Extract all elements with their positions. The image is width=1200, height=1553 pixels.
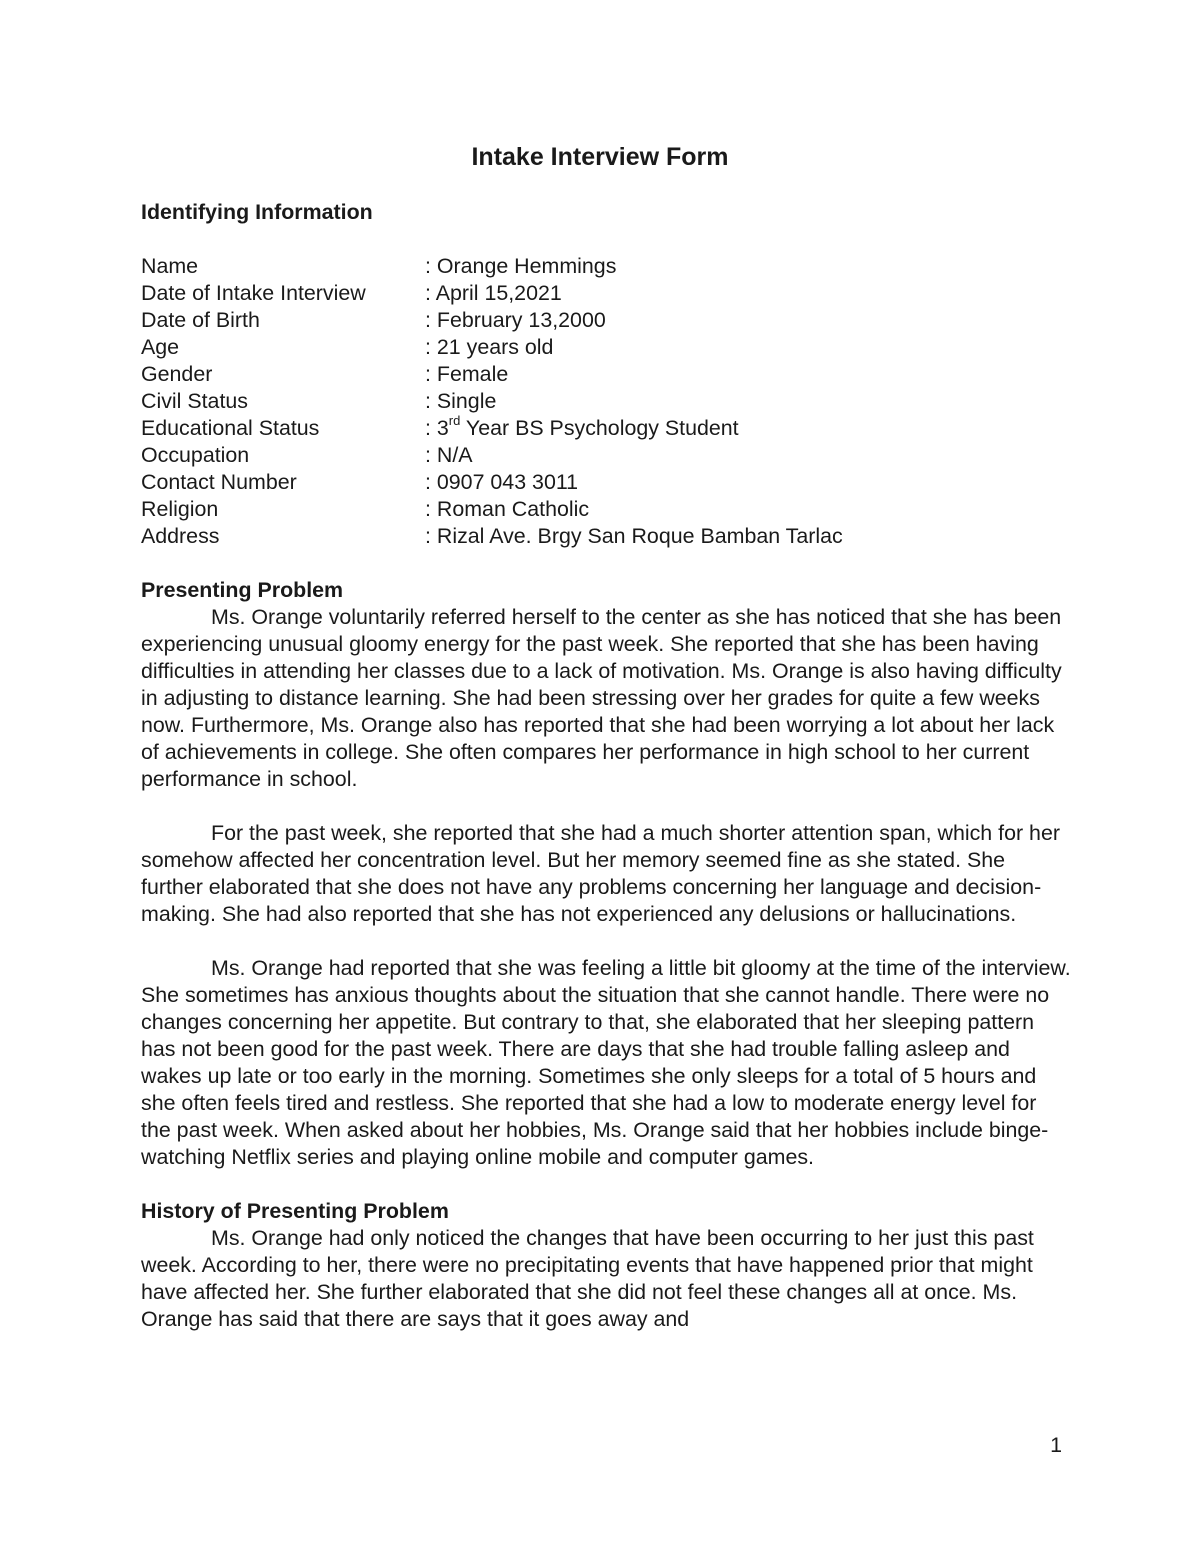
- field-label: Civil Status: [141, 389, 248, 413]
- field-value: : February 13,2000: [425, 308, 606, 332]
- field-row-birth-date: [141, 307, 1071, 334]
- field-label: Address: [141, 524, 220, 548]
- field-row-address: [141, 523, 1071, 550]
- presenting-problem-heading: Presenting Problem: [141, 578, 344, 602]
- field-row-name: [141, 253, 1071, 280]
- field-value: : Rizal Ave. Brgy San Roque Bamban Tarlac: [425, 524, 843, 548]
- field-label: Name: [141, 254, 199, 278]
- document-title: Intake Interview Form: [471, 143, 729, 171]
- presenting-paragraph: Ms. Orange had reported that she was feeling a little bit gloomy at the time of the interview. She sometimes has anxious thoughts about the situation that she cannot handle. There were no changes concerning her appetite. But contrary to that, she elaborated that her sleeping pattern has not been good for the past week. There are days that she had trouble falling asleep and wakes up late or too early in the morning. Sometimes she only sleeps for a total of 5 hours and she often feels tired and restless. She reported that she had a low to moderate energy level for the past week. When asked about her hobbies, Ms. Orange said that her hobbies include binge-watching Netflix series and playing online mobile and computer games.: [141, 956, 1071, 1169]
- presenting-paragraph: Ms. Orange voluntarily referred herself to the center as she has noticed that she has been experiencing unusual gloomy energy for the past week. She reported that she has been having difficulties in attending her classes due to a lack of motivation. Ms. Orange is also having difficulty in adjusting to distance learning. She had been stressing over her grades for quite a few weeks now. Furthermore, Ms. Orange also has reported that she had been worrying a lot about her lack of achievements in college. She often compares her performance in high school to her current performance in school.: [141, 605, 1062, 791]
- field-row-intake-date: [141, 280, 1071, 307]
- field-row-gender: [141, 361, 1071, 388]
- section-spacer: [141, 1171, 1071, 1198]
- field-label: Age: [141, 335, 180, 359]
- field-label: Contact Number: [141, 470, 297, 494]
- field-value-suffix: Year BS Psychology Student: [460, 416, 739, 440]
- field-value: : Orange Hemmings: [425, 254, 617, 278]
- field-value: : N/A: [425, 443, 473, 467]
- identifying-information-table: [141, 253, 1071, 550]
- field-row-contact-number: [141, 469, 1071, 496]
- field-row-occupation: [141, 442, 1071, 469]
- field-value: [425, 412, 1071, 442]
- history-paragraph: Ms. Orange had only noticed the changes that have been occurring to her just this past week. According to her, there were no precipitating events that have happened prior that might have affected her. She further elaborated that she did not feel these changes all at once. Ms. Orange has said that there are says that it goes away and: [141, 1226, 1034, 1331]
- paragraph-spacer: [141, 793, 1071, 820]
- field-row-age: [141, 334, 1071, 361]
- field-value: : Roman Catholic: [425, 497, 590, 521]
- field-row-educational-status: [141, 412, 1071, 442]
- field-label: Educational Status: [141, 416, 320, 440]
- paragraph-spacer: [141, 928, 1071, 955]
- identifying-information-heading: Identifying Information: [141, 200, 373, 224]
- field-value: : 0907 043 3011: [425, 470, 579, 494]
- field-value: : Female: [425, 362, 509, 386]
- field-value-prefix: : 3: [425, 416, 449, 440]
- field-value: : Single: [425, 389, 497, 413]
- field-row-religion: [141, 496, 1071, 523]
- field-value: : April 15,2021: [425, 281, 562, 305]
- field-label: Date of Birth: [141, 308, 260, 332]
- ordinal-suffix: rd: [448, 412, 461, 428]
- field-label: Gender: [141, 362, 213, 386]
- page-number: 1: [1050, 1433, 1062, 1457]
- field-label: Religion: [141, 497, 219, 521]
- presenting-paragraph: For the past week, she reported that she had a much shorter attention span, which for her somehow affected her concentration level. But her memory seemed fine as she stated. She further elaborated that she does not have any problems concerning her language and decision-making. She had also reported that she has not experienced any delusions or hallucinations.: [141, 821, 1060, 926]
- field-value: : 21 years old: [425, 335, 554, 359]
- document-body: [141, 199, 1071, 1333]
- field-label: Date of Intake Interview: [141, 281, 366, 305]
- history-heading: History of Presenting Problem: [141, 1199, 449, 1223]
- field-row-civil-status: [141, 388, 1071, 415]
- field-label: Occupation: [141, 443, 250, 467]
